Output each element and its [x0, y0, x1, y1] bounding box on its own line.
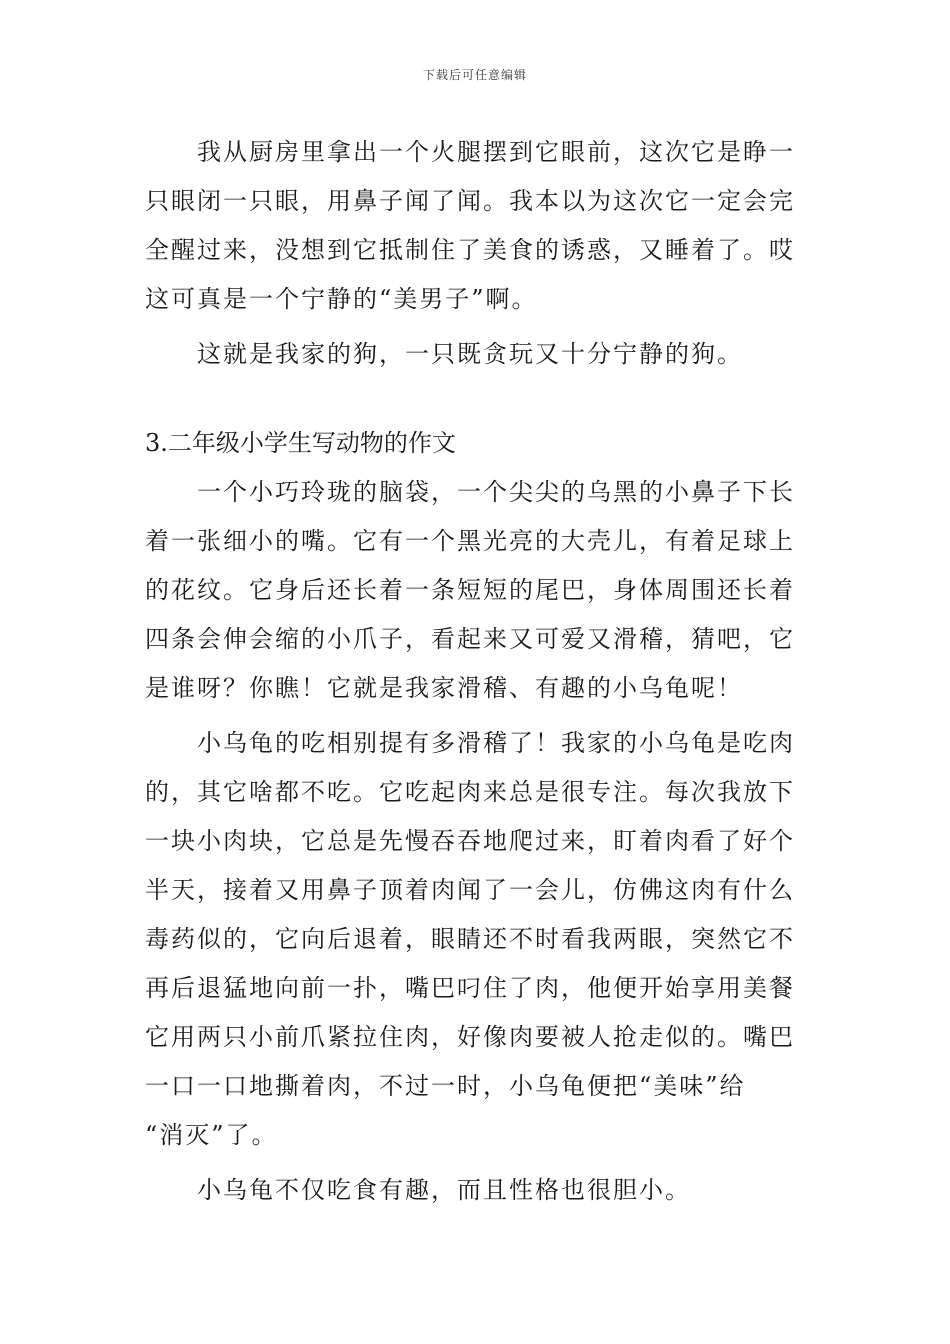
text-line: 一块小肉块，它总是先慢吞吞地爬过来，盯着肉看了好个 — [145, 827, 795, 855]
document-body — [145, 128, 805, 1215]
paragraph — [145, 719, 805, 1160]
text-line: 我从厨房里拿出一个火腿摆到它眼前，这次它是睁一 — [197, 138, 795, 166]
text-line: 全醒过来，没想到它抵制住了美食的诱惑，又睡着了。哎 — [145, 236, 795, 264]
text-line: “消灭”了。 — [145, 1121, 278, 1149]
text-line: 着一张细小的嘴。它有一个黑光亮的大壳儿，有着足球上 — [145, 527, 795, 555]
paragraph — [145, 330, 805, 379]
text-line: 再后退猛地向前一扑，嘴巴叼住了肉，他便开始享用美餐 — [145, 974, 795, 1002]
text-line: 一个小巧玲珑的脑袋，一个尖尖的乌黑的小鼻子下长 — [197, 478, 795, 506]
section-heading: 3.二年级小学生写动物的作文 — [145, 429, 456, 457]
text-line: 这就是我家的狗，一只既贪玩又十分宁静的狗。 — [197, 340, 743, 368]
text-line: 是谁呀？你瞧！它就是我家滑稽、有趣的小乌龟呢！ — [145, 674, 743, 702]
text-line: 小乌龟不仅吃食有趣，而且性格也很胆小。 — [197, 1176, 691, 1204]
text-line: 半天，接着又用鼻子顶着肉闻了一会儿，仿佛这肉有什么 — [145, 876, 795, 904]
paragraph — [145, 468, 805, 713]
text-line: 它用两只小前爪紧拉住肉，好像肉要被人抢走似的。嘴巴 — [145, 1023, 795, 1051]
text-line: 这可真是一个宁静的“美男子”啊。 — [145, 285, 538, 313]
paragraph — [145, 128, 805, 324]
text-line: 的，其它啥都不吃。它吃起肉来总是很专注。每次我放下 — [145, 778, 795, 806]
text-line: 的花纹。它身后还长着一条短短的尾巴，身体周围还长着 — [145, 576, 795, 604]
text-line: 毒药似的，它向后退着，眼睛还不时看我两眼，突然它不 — [145, 925, 795, 953]
text-line: 小乌龟的吃相别提有多滑稽了！我家的小乌龟是吃肉 — [197, 729, 795, 757]
text-line: 一口一口地撕着肉，不过一时，小乌龟便把“美味”给 — [145, 1072, 746, 1100]
text-line: 只眼闭一只眼，用鼻子闻了闻。我本以为这次它一定会完 — [145, 187, 795, 215]
page-header: 下载后可任意编辑 — [422, 68, 527, 82]
text-line: 四条会伸会缩的小爪子，看起来又可爱又滑稽，猜吧，它 — [145, 625, 795, 653]
paragraph — [145, 1166, 805, 1215]
